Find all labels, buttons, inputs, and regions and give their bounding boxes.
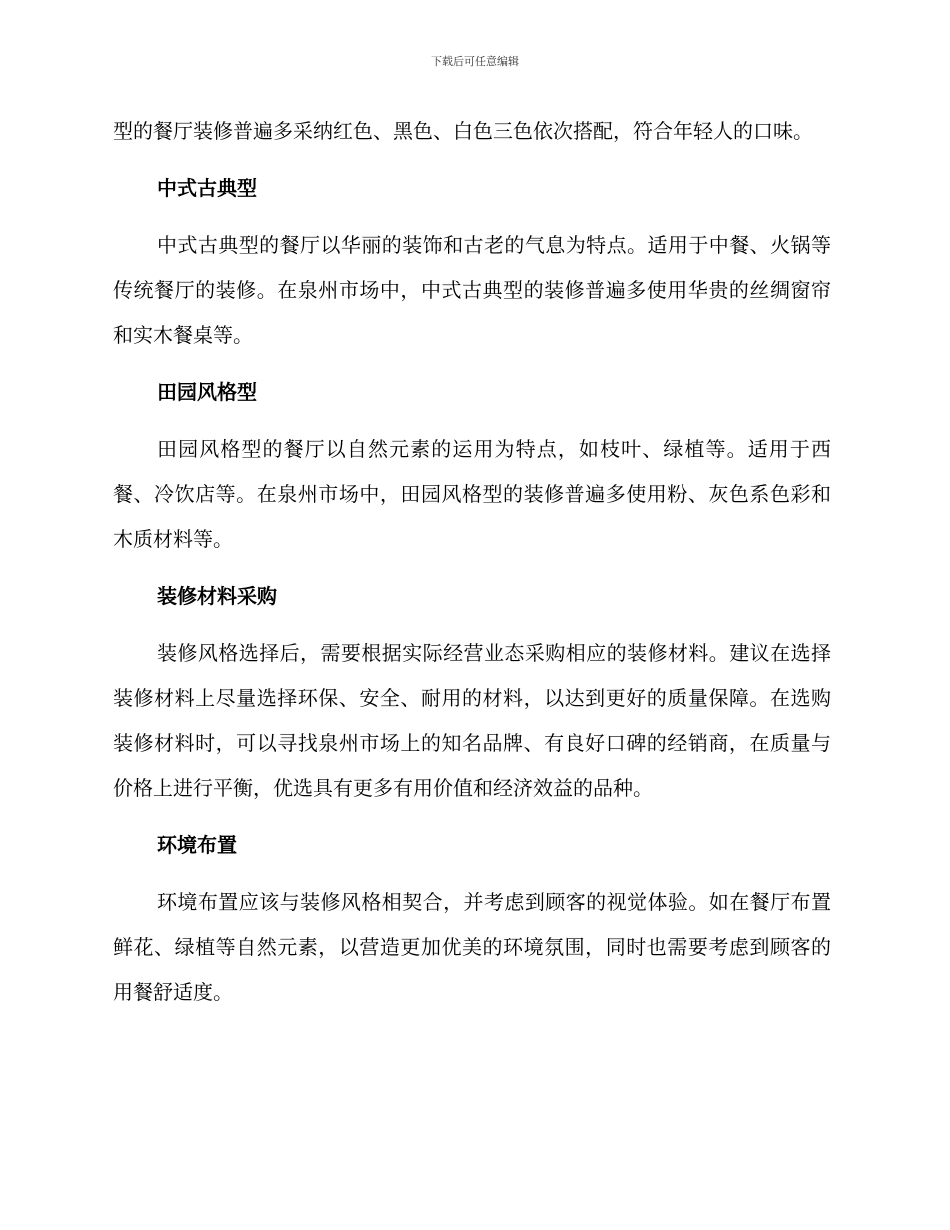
paragraph-intro-continuation: 型的餐厅装修普遍多采纳红色、黑色、白色三色依次搭配，符合年轻人的口味。 xyxy=(113,119,813,143)
heading-material-purchase: 装修材料采购 xyxy=(157,584,277,608)
heading-chinese-classical: 中式古典型 xyxy=(157,176,257,200)
paragraph-chinese-classical: 中式古典型的餐厅以华丽的装饰和古老的气息为特点。适用于中餐、火锅等传统餐厅的装修。在泉州市场中，中式古典型的装修普遍多使用华贵的丝绸窗帘和实木餐桌等。 xyxy=(113,233,831,347)
page-header: 下载后可任意编辑 xyxy=(431,55,519,68)
heading-environment-layout: 环境布置 xyxy=(157,833,237,857)
heading-pastoral-style: 田园风格型 xyxy=(157,380,257,404)
document-body xyxy=(113,109,831,1015)
paragraph-pastoral-style: 田园风格型的餐厅以自然元素的运用为特点，如枝叶、绿植等。适用于西餐、冷饮店等。在泉州市场中，田园风格型的装修普遍多使用粉、灰色系色彩和木质材料等。 xyxy=(113,437,831,551)
paragraph-material-purchase: 装修风格选择后，需要根据实际经营业态采购相应的装修材料。建议在选择装修材料上尽量选择环保、安全、耐用的材料，以达到更好的质量保障。在选购装修材料时，可以寻找泉州市场上的知名品牌、有良好口碑的经销商，在质量与价格上进行平衡，优选具有更多有用价值和经济效益的品种。 xyxy=(113,641,831,800)
paragraph-environment-layout: 环境布置应该与装修风格相契合，并考虑到顾客的视觉体验。如在餐厅布置鲜花、绿植等自然元素，以营造更加优美的环境氛围，同时也需要考虑到顾客的用餐舒适度。 xyxy=(113,890,831,1004)
